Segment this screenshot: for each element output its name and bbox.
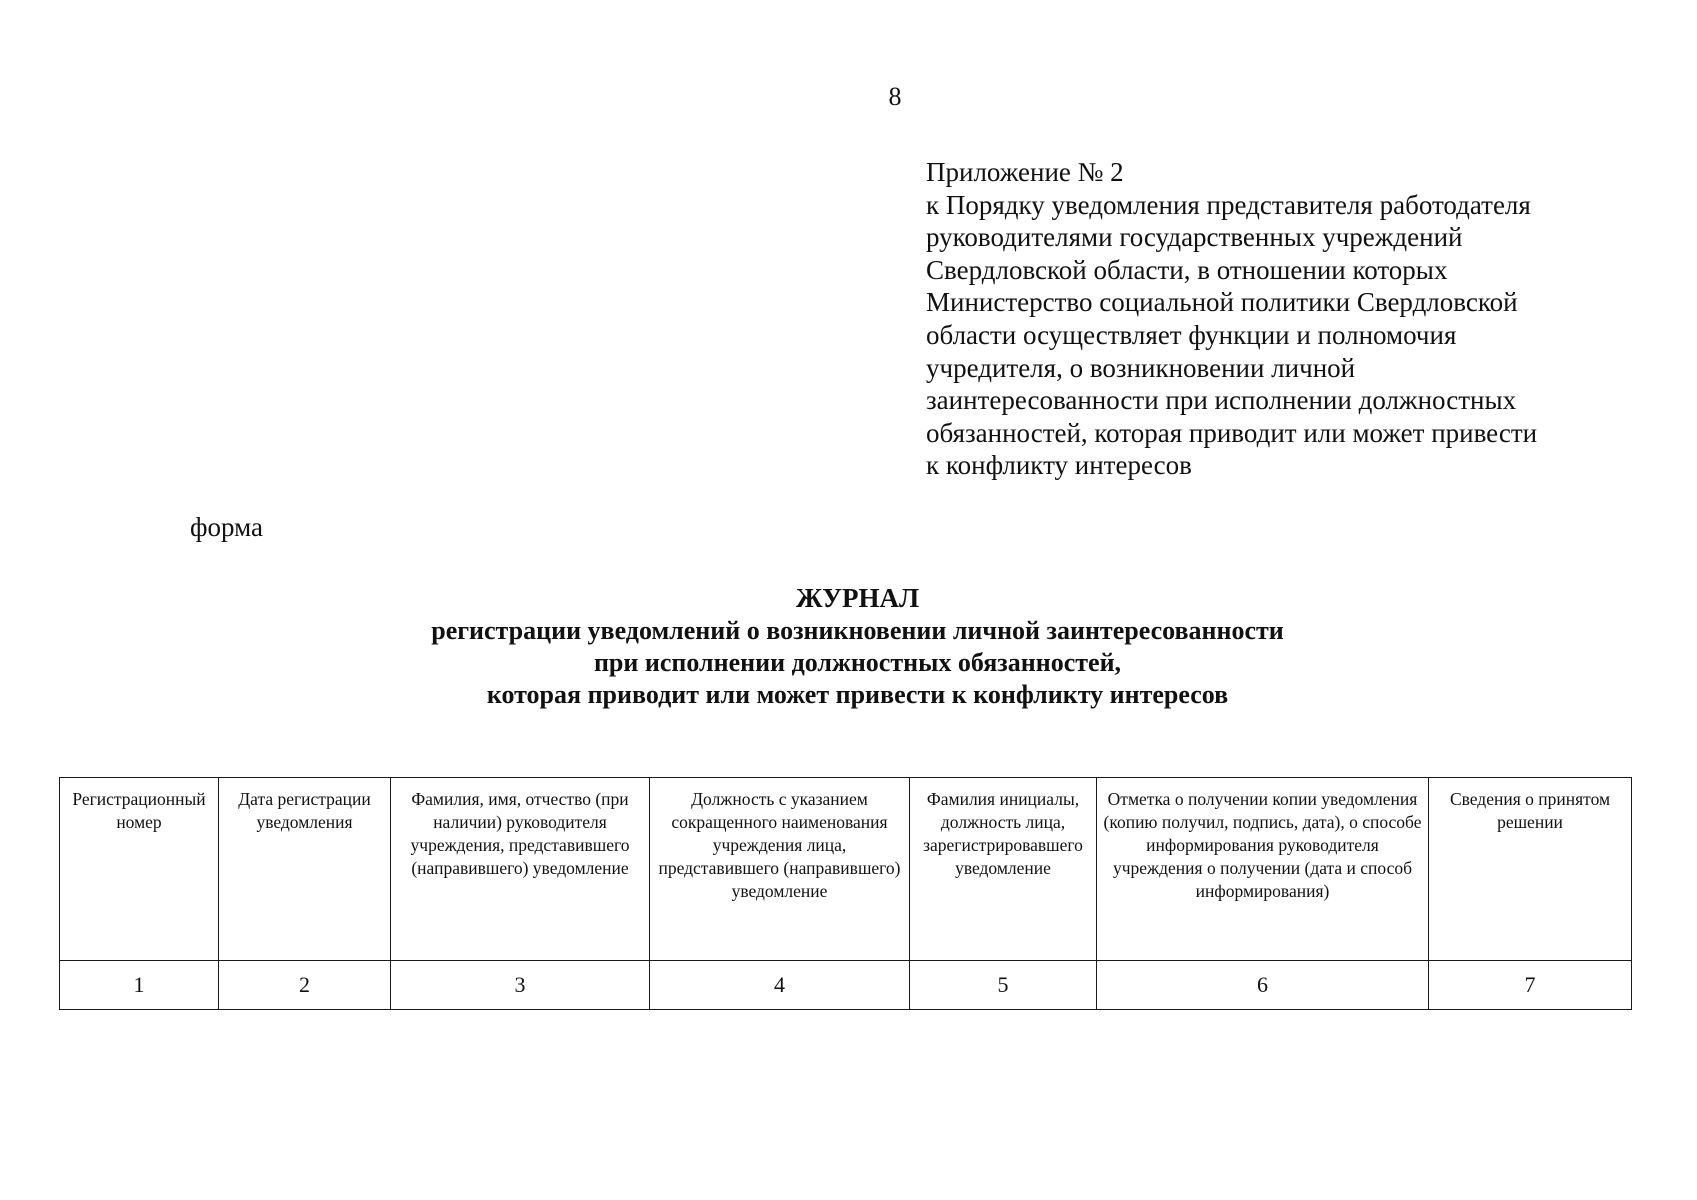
appendix-line: области осуществляет функции и полномочия: [926, 319, 1457, 350]
column-number: 7: [1429, 961, 1632, 1010]
column-header-copy-receipt: Отметка о получении копии уведомления (копию получил, подпись, дата), о способе информирования руководителя учреждения о получении (дата и способ информирования): [1097, 778, 1429, 961]
appendix-line: к Порядку уведомления представителя работодателя: [926, 189, 1531, 220]
form-label: форма: [190, 512, 263, 542]
column-header-decision: Сведения о принятом решении: [1429, 778, 1632, 961]
column-number: 4: [650, 961, 910, 1010]
table-header-row: [60, 778, 1632, 961]
column-number: 2: [219, 961, 391, 1010]
journal-table: [59, 777, 1632, 1010]
page-number: 8: [888, 82, 902, 111]
column-header-registration-number: Регистрационный номер: [60, 778, 219, 961]
column-number: 5: [910, 961, 1097, 1010]
column-header-registrar: Фамилия инициалы, должность лица, зарегистрировавшего уведомление: [910, 778, 1097, 961]
journal-title: ЖУРНАЛ: [795, 583, 920, 613]
appendix-line: обязанностей, которая приводит или может привести: [926, 417, 1538, 448]
appendix-note: [926, 156, 1606, 482]
column-number: 3: [391, 961, 650, 1010]
column-header-registration-date: Дата регистрации уведомления: [219, 778, 391, 961]
journal-heading: [0, 582, 1697, 711]
table-row: [60, 961, 1632, 1010]
journal-subtitle-line: регистрации уведомлений о возникновении личной заинтересованности: [431, 616, 1284, 645]
column-number: 1: [60, 961, 219, 1010]
appendix-line: Министерство социальной политики Свердловской: [926, 287, 1518, 318]
appendix-line: Свердловской области, в отношении которых: [926, 254, 1448, 285]
column-header-head-name: Фамилия, имя, отчество (при наличии) руководителя учреждения, представившего (направившего) уведомление: [391, 778, 650, 961]
column-header-position: Должность с указанием сокращенного наименования учреждения лица, представившего (направившего) уведомление: [650, 778, 910, 961]
journal-subtitle-line: при исполнении должностных обязанностей,: [593, 648, 1122, 677]
appendix-line: учредителя, о возникновении личной: [926, 352, 1356, 383]
journal-subtitle-line: которая приводит или может привести к конфликту интересов: [486, 680, 1229, 709]
appendix-line: заинтересованности при исполнении должностных: [926, 385, 1517, 416]
column-number: 6: [1097, 961, 1429, 1010]
appendix-title: Приложение № 2: [926, 157, 1124, 187]
appendix-line: к конфликту интересов: [926, 450, 1192, 481]
appendix-line: руководителями государственных учреждений: [926, 222, 1463, 253]
